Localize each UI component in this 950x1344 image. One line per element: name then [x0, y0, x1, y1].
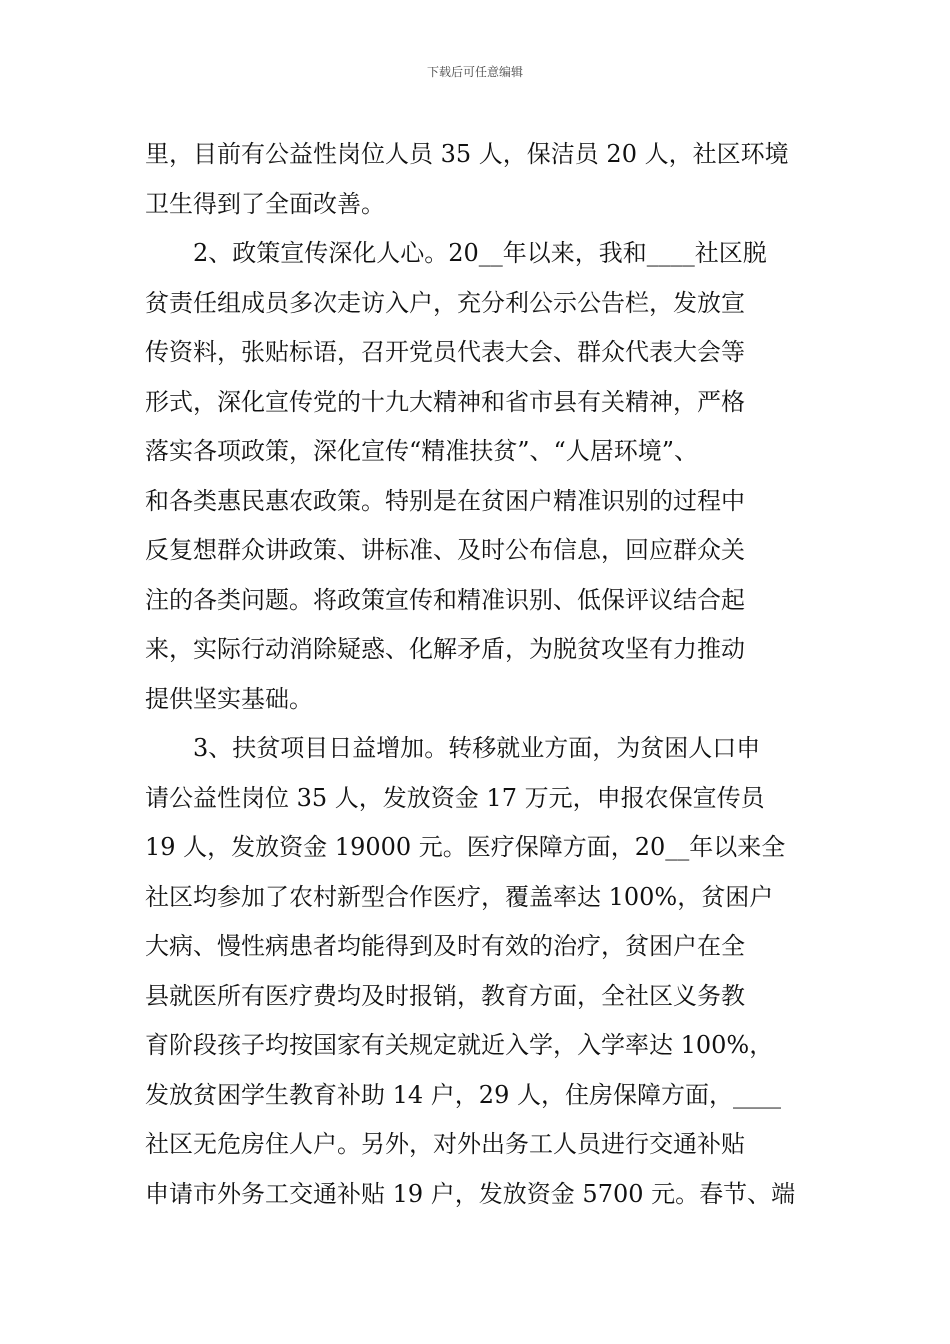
text-line: 注的各类问题。将政策宣传和精准识别、低保评议结合起 — [145, 585, 745, 614]
text-line: 大病、慢性病患者均能得到及时有效的治疗，贫困户在全 — [145, 932, 745, 960]
text-line: 县就医所有医疗费均及时报销，教育方面，全社区义务教 — [145, 981, 745, 1010]
text-line: 形式，深化宣传党的十九大精神和省市县有关精神，严格 — [145, 387, 745, 416]
text-line: 卫生得到了全面改善。 — [145, 189, 385, 218]
text-line: 请公益性岗位 35 人，发放资金 17 万元，申报农保宣传员 — [145, 783, 765, 812]
text-line: 育阶段孩子均按国家有关规定就近入学，入学率达 100%， — [145, 1031, 774, 1059]
text-line: 19 人，发放资金 19000 元。医疗保障方面，20__年以来全 — [145, 833, 786, 861]
text-line: 社区均参加了农村新型合作医疗，覆盖率达 100%，贫困户 — [145, 882, 774, 911]
paragraph-2-start: 2、政策宣传深化人心。20__年以来，我和____社区脱 — [145, 239, 767, 267]
paragraph-3-start: 3、扶贫项目日益增加。转移就业方面，为贫困人口申 — [145, 734, 761, 762]
document-body — [145, 130, 810, 1219]
text-line: 发放贫困学生教育补助 14 户，29 人，住房保障方面，____ — [145, 1080, 781, 1109]
text-line: 提供坚实基础。 — [145, 684, 313, 713]
text-line: 反复想群众讲政策、讲标准、及时公布信息，回应群众关 — [145, 536, 745, 564]
page-header: 下载后可任意编辑 — [426, 65, 523, 79]
text-line: 来，实际行动消除疑惑、化解矛盾，为脱贫攻坚有力推动 — [145, 635, 745, 663]
text-line: 里，目前有公益性岗位人员 35 人，保洁员 20 人，社区环境 — [145, 140, 789, 168]
text-line: 申请市外务工交通补贴 19 户，发放资金 5700 元。春节、端 — [145, 1179, 796, 1208]
text-line: 和各类惠民惠农政策。特别是在贫困户精准识别的过程中 — [145, 486, 745, 515]
text-line: 社区无危房住人户。另外，对外出务工人员进行交通补贴 — [145, 1130, 745, 1158]
text-line: 落实各项政策，深化宣传“精准扶贫”、“人居环境”、 — [145, 437, 699, 465]
text-line: 贫责任组成员多次走访入户，充分利公示公告栏，发放宣 — [145, 288, 745, 317]
text-line: 传资料，张贴标语，召开党员代表大会、群众代表大会等 — [145, 338, 745, 366]
